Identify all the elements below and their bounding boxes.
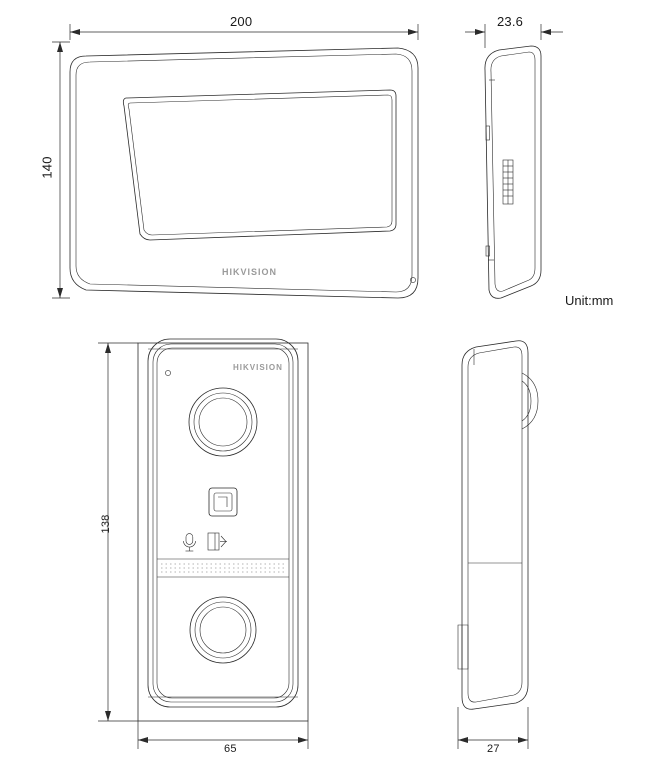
- speaker-grille: [157, 559, 289, 577]
- microphone-icon: [184, 534, 196, 551]
- door-width-dim-label: 65: [224, 743, 237, 755]
- exit-door-icon: [208, 533, 227, 550]
- door-station-front-drawing: [60, 325, 390, 765]
- door-height-dim-label: 138: [100, 514, 112, 534]
- indoor-height-dim-label: 140: [39, 156, 55, 179]
- indoor-station-side-drawing: [455, 10, 645, 330]
- door-width-dimension-line: [138, 721, 308, 749]
- height-dimension-line: [52, 42, 70, 298]
- indoor-station-front-drawing: [30, 10, 430, 330]
- door-brand-logo: HIKVISION: [233, 363, 283, 372]
- indoor-brand-logo: HIKVISION: [222, 267, 278, 277]
- unit-note: Unit:mm: [565, 293, 614, 308]
- indoor-width-dim-label: 200: [230, 14, 253, 29]
- side-connector-hatch: [503, 160, 513, 204]
- indoor-depth-dim-label: 23.6: [497, 14, 524, 29]
- door-station-side-drawing: [430, 325, 610, 765]
- door-depth-dim-label: 27: [487, 743, 500, 755]
